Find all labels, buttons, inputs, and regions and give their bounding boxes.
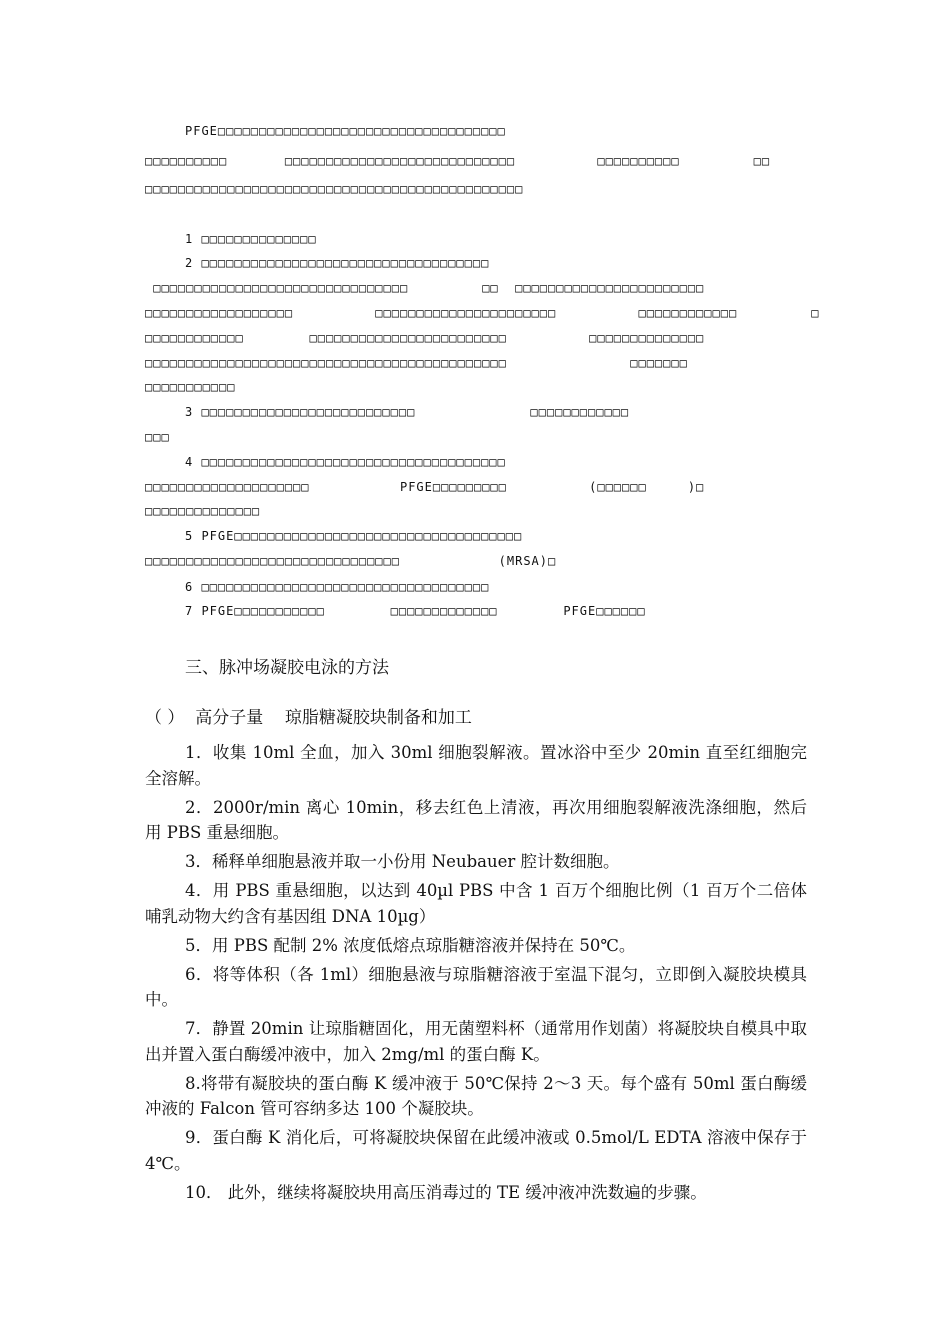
garbled-line: 2 □□□□□□□□□□□□□□□□□□□□□□□□□□□□□□□□□□□ (185, 256, 490, 270)
procedure-step: 6．将等体积（各 1ml）细胞悬液与琼脂糖溶液于室温下混匀，立即倒入凝胶块模具中。 (145, 964, 807, 1009)
garbled-line: 7 PFGE□□□□□□□□□□□ □□□□□□□□□□□□□ PFGE□□□□□□ (185, 604, 646, 618)
garbled-line: 5 PFGE□□□□□□□□□□□□□□□□□□□□□□□□□□□□□□□□□□□ (185, 529, 523, 543)
garbled-line: □□□□□□□□□□□□□□□□□□ □□□□□□□□□□□□□□□□□□□□□□ □□□□□□□□□□□□ □ (145, 306, 820, 320)
procedure-step: 5．用 PBS 配制 2% 浓度低熔点琼脂糖溶液并保持在 50℃。 (185, 935, 636, 955)
procedure-step: 7．静置 20min 让琼脂糖固化，用无菌塑料杯（通常用作划菌）将凝胶块自模具中取出并置入蛋白酶缓冲液中，加入 2mg/ml 的蛋白酶 K。 (145, 1019, 807, 1064)
procedure-step: 1．收集 10ml 全血，加入 30ml 细胞裂解液。置冰浴中至少 20min 直至红细胞完全溶解。 (145, 743, 807, 788)
section-title: 三、脉冲场凝胶电泳的方法 (185, 658, 389, 678)
garbled-line: PFGE□□□□□□□□□□□□□□□□□□□□□□□□□□□□□□□□□□□ (185, 124, 506, 138)
garbled-line: 1 □□□□□□□□□□□□□□ (185, 232, 317, 246)
garbled-line: □□□□□□□□□□□□□□□□□□□□□□□□□□□□□□□□□□□□□□□□□□□□□□ (145, 182, 524, 196)
procedure-step: 3．稀释单细胞悬液并取一小份用 Neubauer 腔计数细胞。 (185, 852, 620, 871)
garbled-line: □□□□□□□□□□□ (145, 380, 236, 394)
garbled-line: □□□□□□□□□□□□ □□□□□□□□□□□□□□□□□□□□□□□□ □□□□□□□□□□□□□□ (145, 331, 705, 345)
procedure-step: 4．用 PBS 重悬细胞，以达到 40µl PBS 中含 1 百万个细胞比例（1 百万个二倍体哺乳动物大约含有基因组 DNA 10µg） (145, 881, 807, 926)
garbled-line: □□□□□□□□□□□□□□□□□□□□ PFGE□□□□□□□□□ (□□□□□□ )□ (145, 480, 705, 494)
garbled-line: □□□□□□□□□□□□□□□□□□□□□□□□□□□□□□□ □□ □□□□□□□□□□□□□□□□□□□□□□□ (145, 281, 705, 295)
subsection-title: （ ） 高分子量 琼脂糖凝胶块制备和加工 (145, 708, 472, 728)
procedure-step: 8.将带有凝胶块的蛋白酶 K 缓冲液于 50℃保持 2～3 天。每个盛有 50ml 蛋白酶缓冲液的 Falcon 管可容纳多达 100 个凝胶块。 (145, 1073, 807, 1118)
garbled-line: □□□□□□□□□□ □□□□□□□□□□□□□□□□□□□□□□□□□□□□ □□□□□□□□□□ □□ (145, 154, 771, 168)
garbled-line: □□□□□□□□□□□□□□□□□□□□□□□□□□□□□□□□□□□□□□□□□□□□ □□□□□□□ (145, 356, 688, 370)
garbled-line: 4 □□□□□□□□□□□□□□□□□□□□□□□□□□□□□□□□□□□□□ (185, 455, 506, 469)
garbled-line: 3 □□□□□□□□□□□□□□□□□□□□□□□□□□ □□□□□□□□□□□□ (185, 405, 630, 419)
procedure-body (145, 740, 807, 1209)
garbled-line: □□□ (145, 430, 170, 444)
procedure-step: 9．蛋白酶 K 消化后，可将凝胶块保留在此缓冲液或 0.5mol/L EDTA 溶液中保存于 4℃。 (145, 1128, 807, 1173)
procedure-step: 10． 此外，继续将凝胶块用高压消毒过的 TE 缓冲液冲洗数遍的步骤。 (185, 1182, 707, 1202)
procedure-step: 2．2000r/min 离心 10min，移去红色上清液，再次用细胞裂解液洗涤细胞，然后用 PBS 重悬细胞。 (145, 797, 807, 842)
garbled-line: □□□□□□□□□□□□□□ (145, 504, 261, 518)
garbled-line: 6 □□□□□□□□□□□□□□□□□□□□□□□□□□□□□□□□□□□ (185, 580, 490, 594)
garbled-line: □□□□□□□□□□□□□□□□□□□□□□□□□□□□□□□ (MRSA)□ (145, 554, 557, 568)
